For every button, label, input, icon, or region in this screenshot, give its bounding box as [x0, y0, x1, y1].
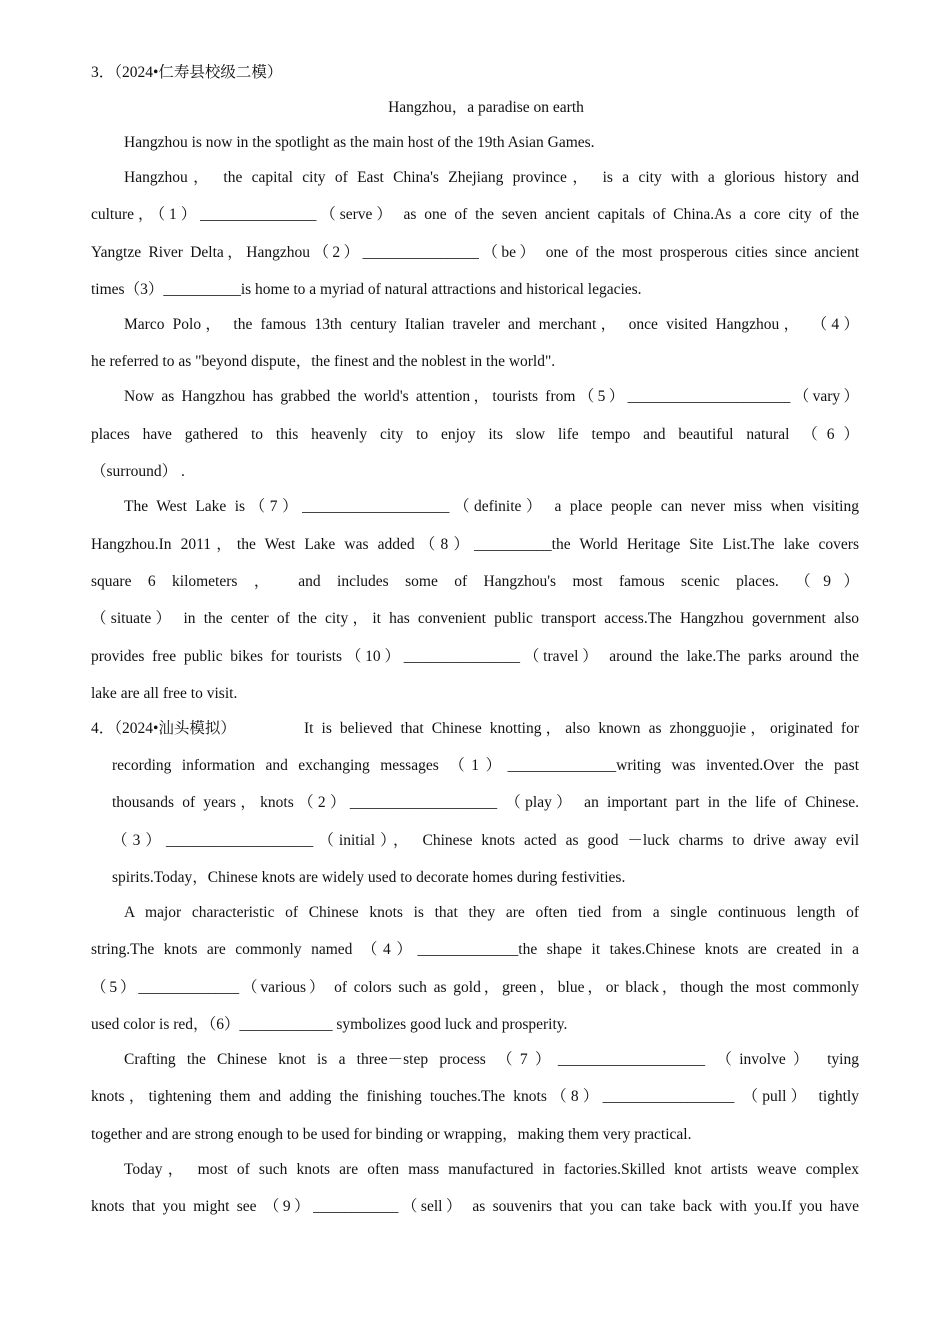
- paragraph-line: times（3）__________is home to a myriad of natural attractions and historical legacies.: [91, 281, 642, 298]
- paragraph-line: together and are strong enough to be used for binding or wrapping，making them very practical.: [91, 1126, 692, 1143]
- paragraph-line: （surround） .: [91, 463, 185, 480]
- paragraph-line: spirits.Today，Chinese knots are widely used to decorate homes during festivities.: [112, 869, 626, 886]
- question-4-header: 4．（2024•汕头模拟）: [91, 720, 236, 737]
- paragraph-line: places have gathered to this heavenly city to enjoy its slow life tempo and beautiful natural （6）: [91, 426, 859, 443]
- paragraph-line: The West Lake is（7）___________________（definite） a place people can never miss when visiting: [124, 498, 859, 515]
- question-3-header: 3．（2024•仁寿县校级二模）: [91, 64, 283, 81]
- paragraph-line: string.The knots are commonly named （4）_____________the shape it takes.Chinese knots are created in a: [91, 941, 859, 958]
- paragraph-line: culture，（1）_______________（serve） as one of the seven ancient capitals of China.As a core city of the: [91, 206, 859, 223]
- paragraph-line: recording information and exchanging messages （1）______________writing was invented.Over the past: [112, 757, 859, 774]
- passage-title: Hangzhou，a paradise on earth: [388, 99, 584, 116]
- paragraph-line: provides free public bikes for tourists（10）_______________（travel） around the lake.The parks around the: [91, 648, 859, 665]
- paragraph-line: Hangzhou is now in the spotlight as the main host of the 19th Asian Games.: [124, 134, 595, 151]
- paragraph-line: Today， most of such knots are often mass manufactured in factories.Skilled knot artists weave complex: [124, 1161, 859, 1178]
- paragraph-line: （5）_____________（various） of colors such as gold，green，blue，or black，though the most commonly: [91, 979, 859, 996]
- paragraph-line: （3）___________________（initial）， Chinese knots acted as good －luck charms to drive away evil: [112, 832, 859, 849]
- paragraph-line: Hangzhou， the capital city of East China's Zhejiang province， is a city with a glorious history and: [124, 169, 859, 186]
- paragraph-line: he referred to as "beyond dispute，the finest and the noblest in the world".: [91, 353, 556, 370]
- paragraph-line: lake are all free to visit.: [91, 685, 238, 702]
- paragraph-line: It is believed that Chinese knotting，also known as zhongguojie，originated for: [304, 720, 859, 737]
- paragraph-line: used color is red，（6）____________ symbolizes good luck and prosperity.: [91, 1016, 568, 1033]
- paragraph-line: knots，tightening them and adding the finishing touches.The knots（8）_________________ （pull） tightly: [91, 1088, 859, 1105]
- paragraph-line: A major characteristic of Chinese knots is that they are often tied from a single continuous length of: [124, 904, 859, 921]
- paragraph-line: Yangtze River Delta，Hangzhou（2）_______________（be） one of the most prosperous cities since ancient: [91, 244, 859, 261]
- paragraph-line: （situate） in the center of the city，it has convenient public transport access.The Hangzhou government also: [91, 610, 859, 627]
- paragraph-line: Crafting the Chinese knot is a three－step process （7）___________________ （involve） tying: [124, 1051, 859, 1068]
- paragraph-line: thousands of years，knots（2）___________________ （play） an important part in the life of Chinese.: [112, 794, 859, 811]
- paragraph-line: knots that you might see （9）___________（sell） as souvenirs that you can take back with you.If you have: [91, 1198, 859, 1215]
- paragraph-line: Hangzhou.In 2011，the West Lake was added（8）__________the World Heritage Site List.The lake covers: [91, 536, 859, 553]
- paragraph-line: Marco Polo， the famous 13th century Italian traveler and merchant， once visited Hangzhou， （4）: [124, 316, 859, 333]
- paragraph-line: Now as Hangzhou has grabbed the world's attention，tourists from（5）_____________________（vary）: [124, 388, 859, 405]
- paragraph-line: square 6 kilometers ， and includes some of Hangzhou's most famous scenic places. （9）: [91, 573, 859, 590]
